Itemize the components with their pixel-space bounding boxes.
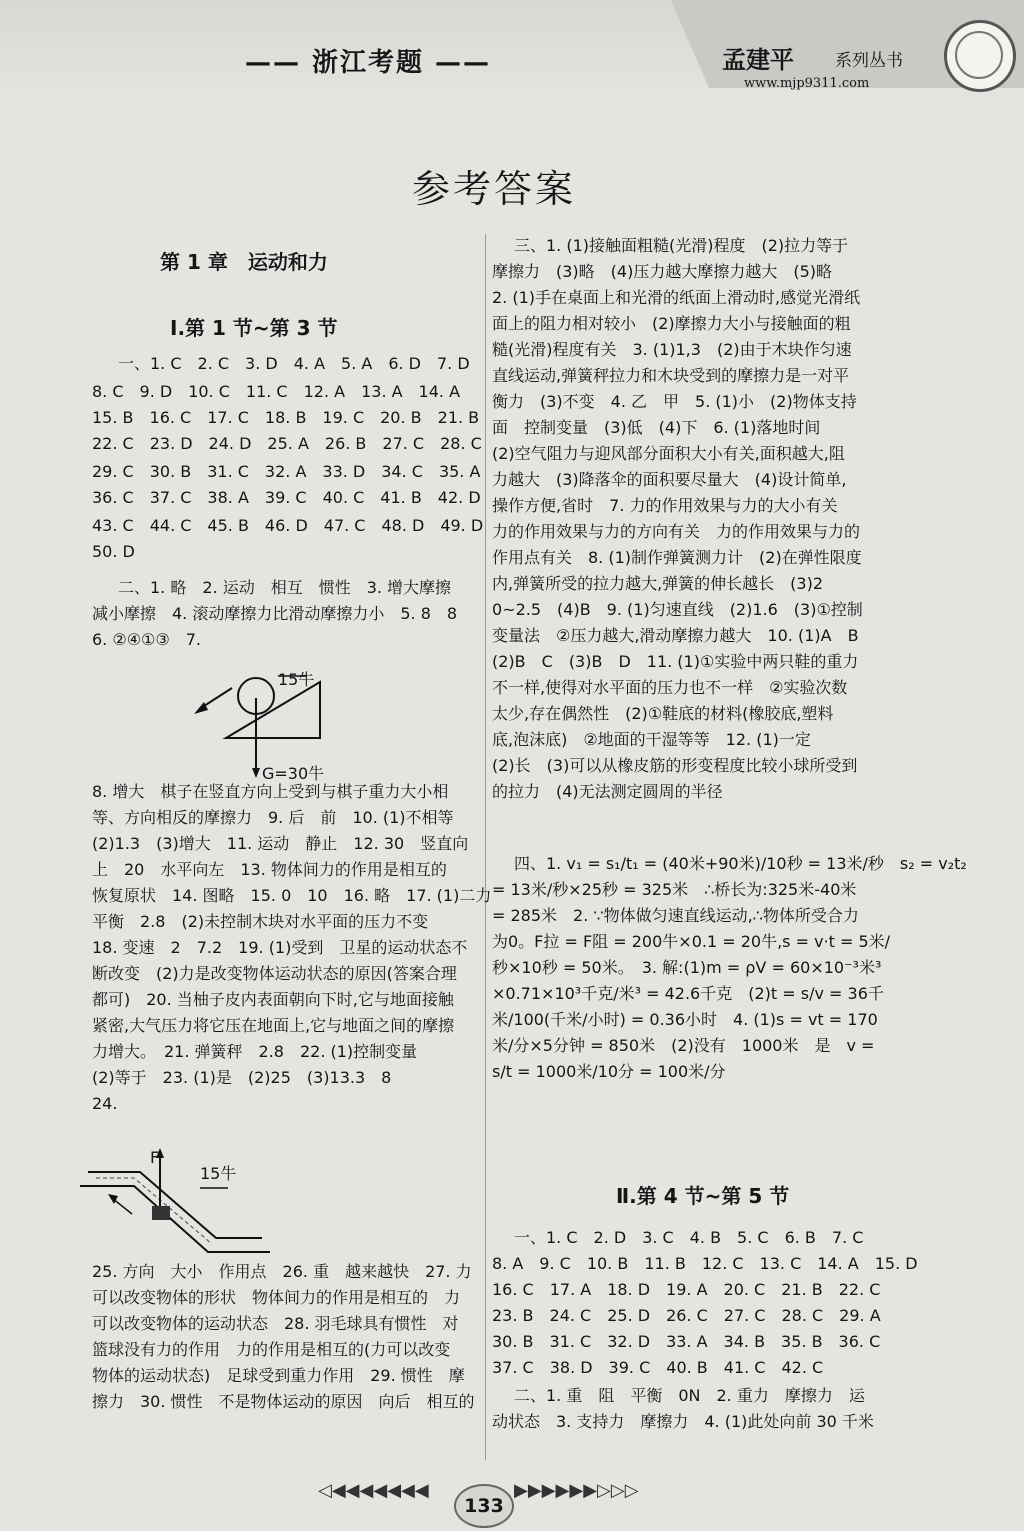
right-answer-line: (2)B C (3)B D 11. (1)①实验中两只鞋的重力 [492,652,859,671]
left-answer-line: 等、方向相反的摩擦力 9. 后 前 10. (1)不相等 [92,808,454,827]
right-answer-line: 米/100(千米/小时) = 0.36小时 4. (1)s = vt = 170 [492,1010,878,1029]
right-answer-line: 太少,存在偶然性 (2)①鞋底的材料(橡胶底,塑料 [492,704,834,723]
left-answer-line: (2)1.3 (3)增大 11. 运动 静止 12. 30 竖直向 [92,834,469,853]
left-answer-line: 18. 变速 2 7.2 19. (1)受到 卫星的运动状态不 [92,938,468,957]
right-answer-line: 衡力 (3)不变 4. 乙 甲 5. (1)小 (2)物体支持 [492,392,857,411]
series-title: —— 浙江考题 —— [244,48,492,78]
left-answer-line: 22. C 23. D 24. D 25. A 26. B 27. C 28. C [92,434,482,453]
section-heading-2: Ⅱ.第 4 节~第 5 节 [616,1184,790,1208]
left-answer-line: 物体的运动状态) 足球受到重力作用 29. 惯性 摩 [92,1366,465,1385]
left-answer-line: 6. ②④①③ 7. [92,630,201,649]
right-answer-line: 8. A 9. C 10. B 11. B 12. C 13. C 14. A 15. D [492,1254,918,1273]
right-answer-line: (2)空气阻力与迎风部分面积大小有关,面积越大,阻 [492,444,845,463]
page-title: 参考答案 [412,167,577,211]
right-answer-line: 23. B 24. C 25. D 26. C 27. C 28. C 29. A [492,1306,881,1325]
right-answer-line: ×0.71×10³千克/米³ = 42.6千克 (2)t = s/v = 36千 [492,984,884,1003]
left-answer-line: 都可) 20. 当柚子皮内表面朝向下时,它与地面接触 [92,990,454,1009]
escalator-force-diagram [76,1148,276,1260]
right-answer-line: 30. B 31. C 32. D 33. A 34. B 35. B 36. C [492,1332,881,1351]
left-answer-line: 恢复原状 14. 图略 15. 0 10 16. 略 17. (1)二力 [92,886,492,905]
right-answer-line: 的拉力 (4)无法测定圆周的半径 [492,782,723,801]
left-answer-line: 43. C 44. C 45. B 46. D 47. C 48. D 49. D [92,516,484,535]
chapter-heading: 第 1 章 运动和力 [160,250,328,274]
publisher-seal-logo [944,20,1016,92]
figure1-gravity-label: G=30牛 [262,764,325,783]
right-answer-line: 秒×10秒 = 50米。 3. 解:(1)m = ρV = 60×10⁻³米³ [492,958,882,977]
left-answer-line: 8. 增大 棋子在竖直方向上受到与棋子重力大小相 [92,782,449,801]
column-divider [485,234,486,1460]
left-answer-line: 擦力 30. 惯性 不是物体运动的原因 向后 相互的 [92,1392,475,1411]
right-answer-line: 2. (1)手在桌面上和光滑的纸面上滑动时,感觉光滑纸 [492,288,861,307]
brand-name: 孟建平 [722,46,794,74]
right-answer-line: 作用点有关 8. (1)制作弹簧测力计 (2)在弹性限度 [492,548,862,567]
left-answer-line: 25. 方向 大小 作用点 26. 重 越来越快 27. 力 [92,1262,472,1281]
left-answer-line: (2)等于 23. (1)是 (2)25 (3)13.3 8 [92,1068,392,1087]
left-answer-line: 29. C 30. B 31. C 32. A 33. D 34. C 35. A [92,462,481,481]
right-answer-line: s/t = 1000米/10分 = 100米/分 [492,1062,726,1081]
right-arrows-icon: ▶▶▶▶▶▶▷▷▷ [514,1480,639,1501]
figure1-scale-label: 15牛 [278,670,315,689]
right-answer-line: 糙(光滑)程度有关 3. (1)1,3 (2)由于木块作匀速 [492,340,852,359]
right-answer-line: 摩擦力 (3)略 (4)压力越大摩擦力越大 (5)略 [492,262,832,281]
left-arrows-icon: ◁◀◀◀◀◀◀◀ [318,1480,429,1501]
right-answer-line: 一、1. C 2. D 3. C 4. B 5. C 6. B 7. C [514,1228,864,1247]
right-answer-line: 面 控制变量 (3)低 (4)下 6. (1)落地时间 [492,418,821,437]
right-answer-line: (2)长 (3)可以从橡皮筋的形变程度比较小球所受到 [492,756,858,775]
left-answer-line: 二、1. 略 2. 运动 相互 惯性 3. 增大摩擦 [118,578,452,597]
right-answer-line: 底,泡沫底) ②地面的干湿等等 12. (1)一定 [492,730,811,749]
right-answer-line: 为0。F拉 = F阻 = 200牛×0.1 = 20牛,s = v·t = 5米/ [492,932,891,951]
right-answer-line: 四、1. v₁ = s₁/t₁ = (40米+90米)/10秒 = 13米/秒 s₂ = v₂t₂ [514,854,967,873]
right-answer-line: 内,弹簧所受的拉力越大,弹簧的伸长越长 (3)2 [492,574,824,593]
left-answer-line: 力增大。 21. 弹簧秤 2.8 22. (1)控制变量 [92,1042,418,1061]
brand-subtitle: 系列丛书 [835,51,903,71]
right-answer-line: 变量法 ②压力越大,滑动摩擦力越大 10. (1)A B [492,626,859,645]
right-answer-line: 动状态 3. 支持力 摩擦力 4. (1)此处向前 30 千米 [492,1412,874,1431]
website-url: www.mjp9311.com [744,76,870,91]
right-answer-line: 二、1. 重 阻 平衡 0N 2. 重力 摩擦力 运 [514,1386,865,1405]
right-answer-line: 37. C 38. D 39. C 40. B 41. C 42. C [492,1358,824,1377]
right-answer-line: 力的作用效果与力的方向有关 力的作用效果与力的 [492,522,861,541]
figure2-force-label: F [150,1148,160,1167]
figure2-scale-label: 15牛 [200,1164,237,1183]
left-answer-line: 8. C 9. D 10. C 11. C 12. A 13. A 14. A [92,382,461,401]
left-answer-line: 紧密,大气压力将它压在地面上,它与地面之间的摩擦 [92,1016,455,1035]
left-answer-line: 断改变 (2)力是改变物体运动状态的原因(答案合理 [92,964,457,983]
right-answer-line: 0~2.5 (4)B 9. (1)匀速直线 (2)1.6 (3)①控制 [492,600,863,619]
right-answer-line: 不一样,使得对水平面的压力也不一样 ②实验次数 [492,678,848,697]
left-answer-line: 50. D [92,542,135,561]
left-answer-line: 减小摩擦 4. 滚动摩擦力比滑动摩擦力小 5. 8 8 [92,604,458,623]
right-answer-line: = 13米/秒×25秒 = 325米 ∴桥长为:325米-40米 [492,880,857,899]
page-number: 133 [454,1484,514,1528]
right-answer-line: 面上的阻力相对较小 (2)摩擦力大小与接触面的粗 [492,314,851,333]
right-answer-line: 力越大 (3)降落伞的面积要尽量大 (4)设计简单, [492,470,847,489]
right-answer-line: 16. C 17. A 18. D 19. A 20. C 21. B 22. C [492,1280,881,1299]
left-answer-line: 24. [92,1094,118,1113]
left-answer-line: 可以改变物体的形状 物体间力的作用是相互的 力 [92,1288,461,1307]
left-answer-line: 可以改变物体的运动状态 28. 羽毛球具有惯性 对 [92,1314,459,1333]
left-answer-line: 平衡 2.8 (2)未控制木块对水平面的压力不变 [92,912,429,931]
section-heading-1: Ⅰ.第 1 节~第 3 节 [170,316,338,340]
right-answer-line: 米/分×5分钟 = 850米 (2)没有 1000米 是 v = [492,1036,875,1055]
left-answer-line: 上 20 水平向左 13. 物体间力的作用是相互的 [92,860,447,879]
left-answer-line: 篮球没有力的作用 力的作用是相互的(力可以改变 [92,1340,451,1359]
left-answer-line: 36. C 37. C 38. A 39. C 40. C 41. B 42. D [92,488,481,507]
right-answer-line: 三、1. (1)接触面粗糙(光滑)程度 (2)拉力等于 [514,236,849,255]
left-answer-line: 15. B 16. C 17. C 18. B 19. C 20. B 21. B [92,408,480,427]
right-answer-line: 操作方便,省时 7. 力的作用效果与力的大小有关 [492,496,838,515]
left-answer-line: 一、1. C 2. C 3. D 4. A 5. A 6. D 7. D [118,354,470,373]
right-answer-line: = 285米 2. ∵物体做匀速直线运动,∴物体所受合力 [492,906,859,925]
right-answer-line: 直线运动,弹簧秤拉力和木块受到的摩擦力是一对平 [492,366,850,385]
